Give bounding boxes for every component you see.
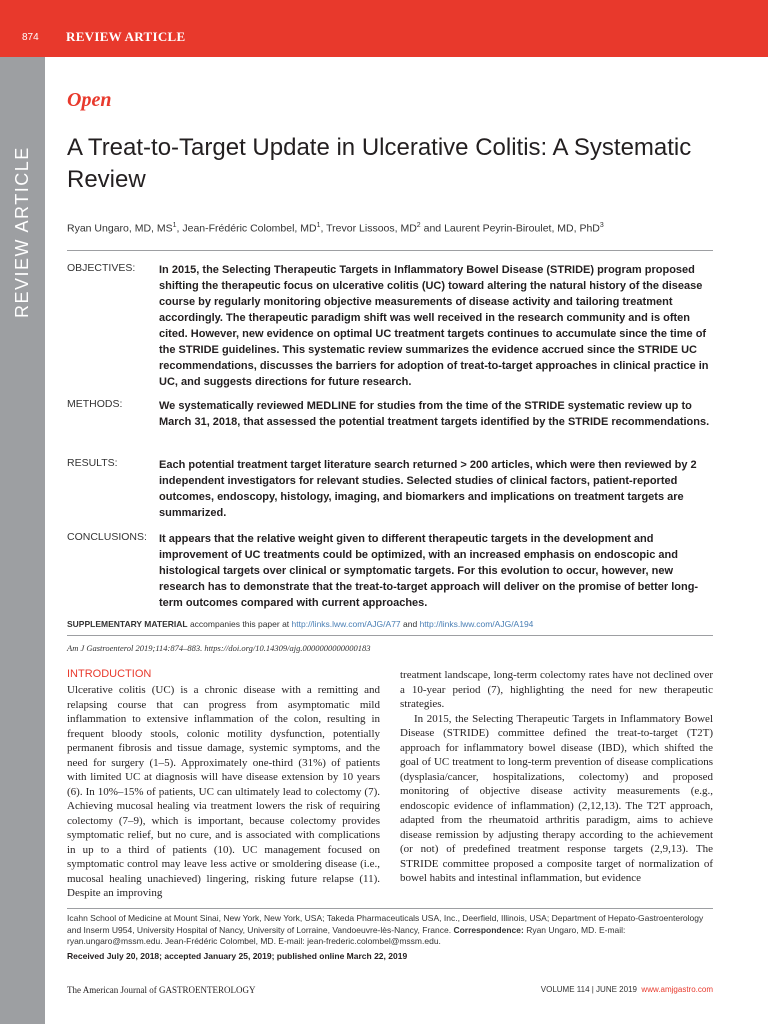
author-name: Trevor Lissoos, MD — [326, 222, 417, 235]
journal-title: GASTROENTEROLOGY — [158, 985, 256, 995]
body-paragraph: treatment landscape, long-term colectomy rates have not declined over a 10-year period (7), highlighting the need for new therapeutic strategies. — [400, 669, 713, 710]
sidebar-label: REVIEW ARTICLE — [12, 146, 32, 318]
abstract-label: OBJECTIVES: — [67, 262, 136, 274]
correspondence-label: Correspondence: — [453, 924, 524, 935]
supplementary-text: accompanies this paper at — [187, 619, 292, 629]
affiliations-text: Icahn School of Medicine at Mount Sinai, New York, New York, USA; Takeda Pharmaceuticals USA, Inc., Deerfield, Illinois, USA; Department of Hepato-Gastroenterology and Inserm U954, University Hospital of Nancy, University of Lorraine, Vandoeuvre-lès-Nancy, France. — [67, 913, 704, 935]
abstract-label: RESULTS: — [67, 457, 118, 469]
journal-prefix: The American Journal of — [67, 985, 159, 995]
open-access-label: Open — [67, 89, 112, 111]
abstract-text: Each potential treatment target literature search returned > 200 articles, which were then reviewed by 2 independent investigators for relevant studies. Selected studies of clinical factors, patient-reported outcomes, endoscopy, histology, imaging, and biomarkers and implications on treatment targets are summarized. — [159, 459, 697, 519]
correspondence-text: Ryan Ungaro, MD. E-mail: ryan.ungaro@mssm.edu. Jean-Frédéric Colombel, MD. E-mail: jean-frederic.colombel@mssm.edu. — [67, 924, 626, 946]
issue-text: VOLUME 114 | JUNE 2019 — [540, 985, 637, 994]
author-name: Ryan Ungaro, MD, MS — [67, 222, 173, 235]
article-title: A Treat-to-Target Update in Ulcerative Colitis: A Systematic Review — [67, 134, 692, 193]
abstract-text: It appears that the relative weight given to different therapeutic targets in the development and improvement of UC treatments could be optimized, with an increased emphasis on endoscopic and histological targets over clinical or symptomatic targets. For this evolution to occur, however, new research has to demonstrate that the treat-to-target approach will deliver on the promise of better long-term outcomes compared with current approaches. — [159, 533, 699, 609]
abstract-bottom-divider — [67, 635, 713, 636]
author-name: Laurent Peyrin-Biroulet, MD, PhD — [444, 222, 600, 235]
supplementary-note — [67, 619, 717, 629]
author-affiliation: 3 — [599, 222, 604, 229]
author-affiliation: 2 — [416, 222, 421, 229]
journal-website-link[interactable]: www.amjgastro.com — [641, 985, 713, 994]
footnote-divider — [67, 908, 713, 909]
body-column-left — [67, 683, 380, 901]
supplementary-link-2[interactable]: http://links.lww.com/AJG/A194 — [419, 619, 534, 629]
introduction-heading: INTRODUCTION — [67, 668, 152, 680]
author-name: Jean-Frédéric Colombel, MD — [182, 222, 317, 235]
journal-name — [67, 985, 255, 995]
affiliation-footnote — [67, 913, 717, 948]
abstract-top-divider — [67, 250, 713, 251]
body-paragraph: Ulcerative colitis (UC) is a chronic disease with a remitting and relapsing course that can progress from asymptomatic mild inflammation to extensive inflammation of the colon, resulting in frequent bloody stools, colonic motility dysfunction, potentially permanent fibrosis and tissue damage, systemic symptoms, and the need for surgery (1–5). Approximately one-third (31%) of patients with limited UC at diagnosis will have disease extension by 10 years (6). In 10%–15% of patients, UC can ultimately lead to colectomy (7). Achieving mucosal healing via treatment lowers the risk of requiring colectomy (7–9), which is important, because colectomy provides symptomatic relief, but no cure, and is associated with complications in up to a third of patients (10). UC management focused on symptomatic control may leave less active or smoldering disease (i.e., mucosal healing unachieved) lingering, risking future relapse (11). Despite an improving — [67, 684, 380, 899]
supplementary-link-1[interactable]: http://links.lww.com/AJG/A77 — [291, 619, 401, 629]
abstract-label: METHODS: — [67, 398, 123, 410]
abstract-text: We systematically reviewed MEDLINE for studies from the time of the STRIDE systematic review up to March 31, 2018, that assessed the potential treatment targets identified by the STRIDE recommendations. — [159, 400, 710, 428]
body-column-right — [400, 668, 713, 886]
supplementary-text: and — [400, 619, 420, 629]
author-list: Ryan Ungaro, MD, $MS^1$, Jean-Frédéric Colombel, $MD^1$, Trevor Lissoos, $MD^2$ and Laurent Peyrin-Biroulet, MD, PhD$^3$ — [67, 222, 604, 235]
abstract-label: CONCLUSIONS: — [67, 531, 147, 543]
supplementary-label: SUPPLEMENTARY MATERIAL — [67, 619, 188, 629]
issue-info — [541, 985, 713, 994]
header-bar — [0, 0, 768, 57]
received-dates: Received July 20, 2018; accepted January 25, 2019; published online March 22, 2019 — [67, 951, 408, 961]
author-affiliation: 1 — [316, 222, 321, 229]
page-number: 874 — [22, 32, 39, 43]
author-affiliation: 1 — [172, 222, 177, 229]
section-label: REVIEW ARTICLE — [66, 29, 186, 44]
citation-line: Am J Gastroenterol 2019;114:874–883. https://doi.org/10.14309/ajg.0000000000000183 — [67, 643, 371, 653]
abstract-text: In 2015, the Selecting Therapeutic Targets in Inflammatory Bowel Disease (STRIDE) program proposed shifting the therapeutic focus on ulcerative colitis (UC) toward altering the natural history of the disease course by regularly monitoring objective measurements of disease activity and tailoring treatment accordingly. The therapeutic paradigm shift was well received in the research community and is often cited. However, new evidence on optimal UC treatment targets continues to accumulate since the time of the STRIDE guidelines. This systematic review summarizes the evidence accrued since the STRIDE UC recommendations, discusses the barriers for adoption of treat-to-target approaches in clinical practice in UC, and suggests directions for future research. — [159, 264, 709, 388]
body-paragraph: In 2015, the Selecting Therapeutic Targets in Inflammatory Bowel Disease (STRIDE) committee defined the treat-to-target (T2T) approach for inflammatory bowel disease (IBD), which shifted the goal of UC treatment to long-term prevention of disease complications (dysplasia/cancer, hospitalizations, colectomy) and proposed monitoring of objective disease activity measurements (e.g., endoscopic evidence of inflammation) (2,12,13). The T2T approach, adapted from the rheumatoid arthritis paradigm, aims to achieve disease remission by adjusting therapy according to the achievement (or not) of predefined treatment response targets (2,9,13). The STRIDE committee proposed a composite target of normalization of bowel habits and intestinal inflammation, but evidence — [400, 712, 713, 884]
